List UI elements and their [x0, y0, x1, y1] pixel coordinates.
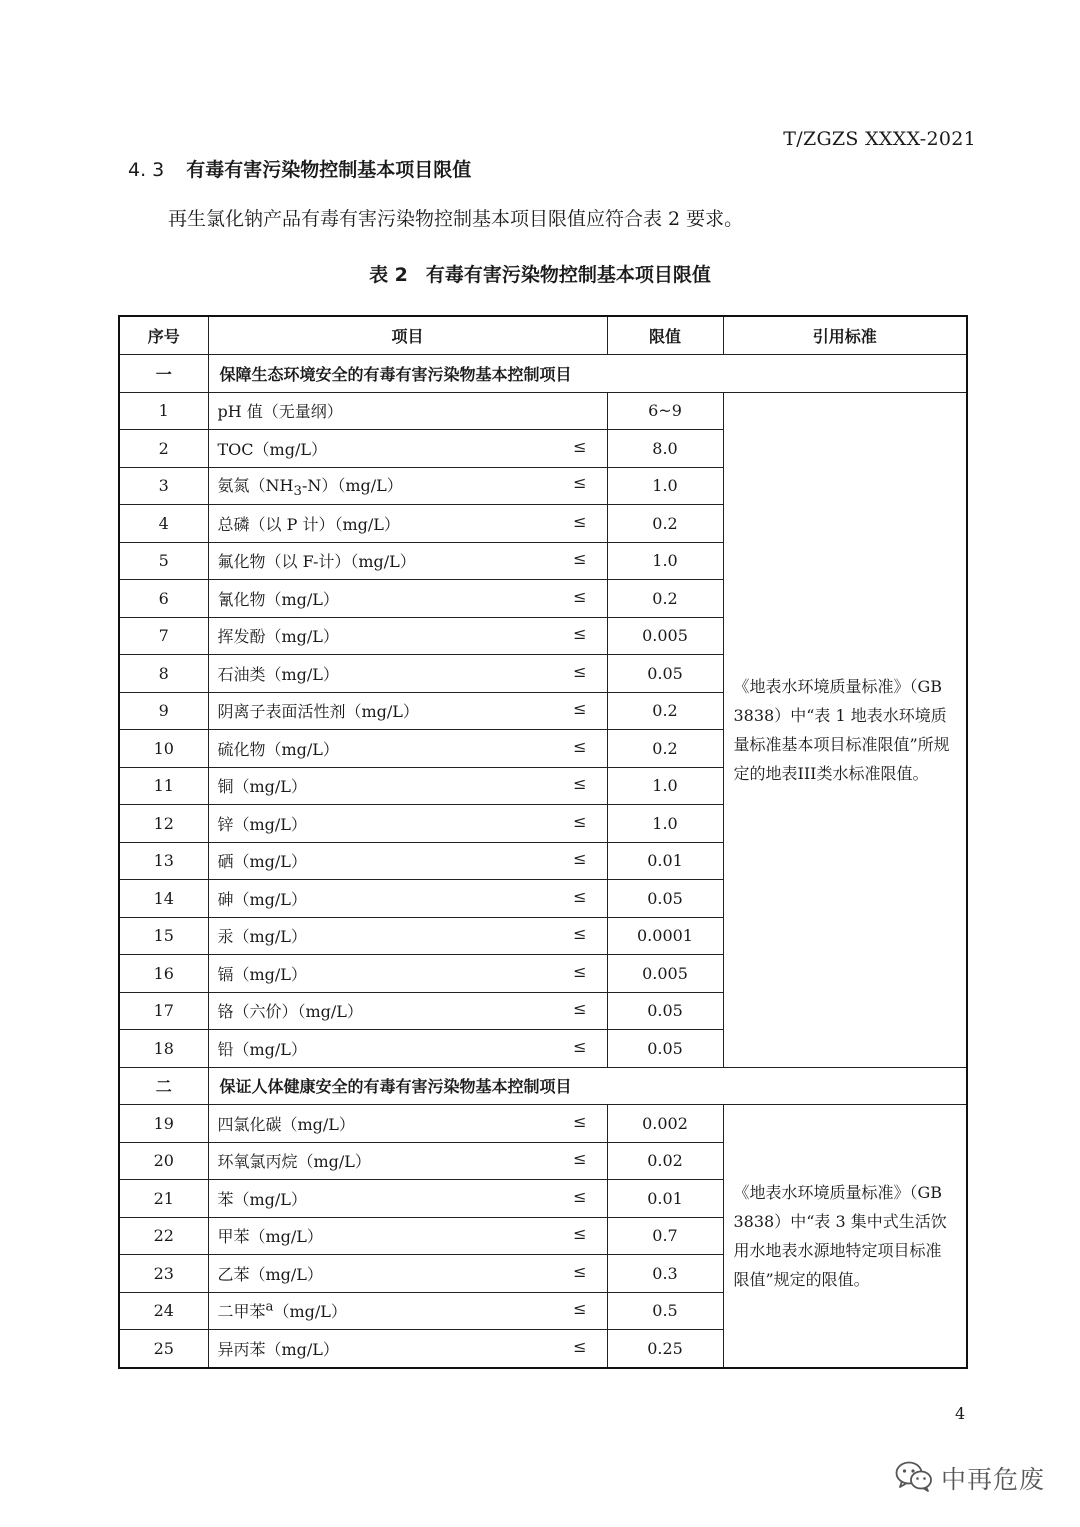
item-label: 挥发酚（mg/L）: [217, 627, 339, 647]
section-heading: [128, 155, 471, 182]
row-item: [208, 542, 607, 580]
row-number: 1: [119, 392, 208, 430]
group-row: [119, 1067, 967, 1105]
row-item: [208, 617, 607, 655]
watermark-text: 中再危废: [941, 1465, 1046, 1494]
item-label: 甲苯（mg/L）: [217, 1227, 323, 1247]
section-title: 有毒有害污染物控制基本项目限值: [186, 159, 472, 181]
row-limit: 0.2: [607, 692, 723, 730]
operator: ≤: [573, 886, 587, 906]
row-limit: 0.05: [607, 655, 723, 693]
operator: ≤: [573, 586, 587, 606]
row-number: 18: [119, 1030, 208, 1068]
row-limit: 0.2: [607, 730, 723, 768]
item-label: 四氯化碳（mg/L）: [217, 1114, 355, 1134]
row-limit: 0.01: [607, 842, 723, 880]
operator: ≤: [573, 1224, 587, 1244]
row-number: 5: [119, 542, 208, 580]
operator: ≤: [573, 1261, 587, 1281]
row-number: 3: [119, 467, 208, 505]
item-label: 环氧氯丙烷（mg/L）: [217, 1152, 371, 1172]
operator: ≤: [573, 1149, 587, 1169]
item-label-prefix: 二甲苯: [217, 1302, 266, 1322]
row-limit: 1.0: [607, 542, 723, 580]
item-label: 氰化物（mg/L）: [217, 589, 339, 609]
item-label: 镉（mg/L）: [217, 964, 307, 984]
row-limit: 1.0: [607, 767, 723, 805]
row-number: 12: [119, 805, 208, 843]
item-label: TOC（mg/L）: [217, 439, 327, 459]
row-limit: 1.0: [607, 467, 723, 505]
operator: ≤: [573, 811, 587, 831]
table-title: 有毒有害污染物控制基本项目限值: [425, 264, 711, 286]
operator: ≤: [573, 436, 587, 456]
row-limit: 0.0001: [607, 917, 723, 955]
operator: ≤: [573, 624, 587, 644]
header-limit: 限值: [607, 316, 723, 355]
row-limit: 0.05: [607, 1030, 723, 1068]
operator: ≤: [573, 961, 587, 981]
row-item: [208, 842, 607, 880]
item-label: 石油类（mg/L）: [217, 664, 339, 684]
row-number: 20: [119, 1142, 208, 1180]
item-label: 总磷（以 P 计）（mg/L）: [217, 514, 400, 534]
item-label: 苯（mg/L）: [217, 1189, 307, 1209]
row-number: 19: [119, 1105, 208, 1143]
row-limit: 0.2: [607, 580, 723, 618]
item-label: 锌（mg/L）: [217, 814, 307, 834]
row-number: 2: [119, 430, 208, 468]
item-label: 铜（mg/L）: [217, 777, 307, 797]
row-item: [208, 1255, 607, 1293]
item-label: 铬（六价）（mg/L）: [217, 1002, 363, 1022]
row-number: 14: [119, 880, 208, 918]
row-number: 25: [119, 1330, 208, 1368]
operator: ≤: [573, 736, 587, 756]
item-label-suffix: -N）（mg/L）: [301, 475, 403, 495]
row-item: [208, 505, 607, 543]
row-number: 23: [119, 1255, 208, 1293]
item-label: 汞（mg/L）: [217, 927, 307, 947]
item-label: 硒（mg/L）: [217, 852, 307, 872]
row-item: [208, 655, 607, 693]
row-number: 11: [119, 767, 208, 805]
item-label-suffix: （mg/L）: [273, 1302, 347, 1322]
item-label: [218, 1299, 347, 1322]
table-row: [119, 392, 967, 430]
row-number: 13: [119, 842, 208, 880]
row-item: [208, 1180, 607, 1218]
row-limit: 0.5: [607, 1292, 723, 1330]
operator: ≤: [573, 1111, 587, 1131]
row-limit: 6~9: [607, 392, 723, 430]
operator: ≤: [573, 549, 587, 569]
row-limit: 0.01: [607, 1180, 723, 1218]
item-label-subscript: 3: [293, 483, 302, 499]
row-number: 8: [119, 655, 208, 693]
table-number: 表 2: [369, 264, 408, 286]
row-limit: 0.3: [607, 1255, 723, 1293]
section-number: 4. 3: [128, 159, 165, 181]
row-item: [208, 1142, 607, 1180]
row-limit: 1.0: [607, 805, 723, 843]
row-limit: 8.0: [607, 430, 723, 468]
row-item: [208, 955, 607, 993]
document-code: T/ZGZS XXXX-2021: [783, 128, 976, 150]
header-item: 项目: [208, 316, 607, 355]
row-item: [208, 1330, 607, 1368]
row-item: [208, 392, 607, 430]
item-label: 异丙苯（mg/L）: [217, 1339, 339, 1359]
operator: ≤: [573, 1186, 587, 1206]
row-limit: 0.002: [607, 1105, 723, 1143]
reference-standard-1: 《地表水环境质量标准》（GB 3838）中“表 1 地表水环境质量标准基本项目标准限值”所规定的地表III类水标准限值。: [723, 392, 967, 1067]
operator: ≤: [573, 472, 587, 492]
item-label-prefix: 氨氮（NH: [217, 475, 294, 495]
row-limit: 0.005: [607, 955, 723, 993]
item-label: 氟化物（以 F-计）（mg/L）: [217, 552, 416, 572]
row-item: [208, 467, 607, 505]
row-limit: 0.7: [607, 1217, 723, 1255]
row-item: [208, 580, 607, 618]
row-number: 22: [119, 1217, 208, 1255]
group-title: 保障生态环境安全的有毒有害污染物基本控制项目: [208, 355, 967, 393]
row-number: 24: [119, 1292, 208, 1330]
group-title: 保证人体健康安全的有毒有害污染物基本控制项目: [208, 1067, 967, 1105]
row-number: 15: [119, 917, 208, 955]
row-item: [208, 1105, 607, 1143]
row-number: 16: [119, 955, 208, 993]
footnote-marker: a: [265, 1299, 274, 1315]
row-item: [208, 1030, 607, 1068]
row-item: [208, 880, 607, 918]
header-no: 序号: [119, 316, 208, 355]
row-limit: 0.25: [607, 1330, 723, 1368]
row-number: 10: [119, 730, 208, 768]
row-number: 6: [119, 580, 208, 618]
row-limit: 0.005: [607, 617, 723, 655]
operator: ≤: [573, 849, 587, 869]
row-item: [208, 767, 607, 805]
row-number: 21: [119, 1180, 208, 1218]
header-standard: 引用标准: [723, 316, 967, 355]
operator: ≤: [573, 999, 587, 1019]
operator: ≤: [573, 924, 587, 944]
row-item: [208, 917, 607, 955]
row-limit: 0.2: [607, 505, 723, 543]
wechat-icon: [895, 1460, 933, 1496]
operator: ≤: [573, 699, 587, 719]
row-limit: 0.05: [607, 992, 723, 1030]
row-item: [208, 692, 607, 730]
row-limit: 0.05: [607, 880, 723, 918]
table-row: [119, 1105, 967, 1143]
row-limit: 0.02: [607, 1142, 723, 1180]
row-item: [208, 805, 607, 843]
row-number: 17: [119, 992, 208, 1030]
group-number: 二: [119, 1067, 208, 1105]
row-number: 7: [119, 617, 208, 655]
operator: ≤: [573, 511, 587, 531]
row-number: 9: [119, 692, 208, 730]
table-caption: [0, 260, 1080, 287]
page-number: 4: [955, 1404, 966, 1423]
item-label: 砷（mg/L）: [217, 889, 307, 909]
item-label: 铅（mg/L）: [217, 1039, 307, 1059]
limits-table: [118, 315, 968, 1369]
watermark: [895, 1460, 1045, 1496]
intro-paragraph: 再生氯化钠产品有毒有害污染物控制基本项目限值应符合表 2 要求。: [168, 208, 744, 230]
operator: ≤: [573, 661, 587, 681]
group-number: 一: [119, 355, 208, 393]
item-label: pH 值（无量纲）: [217, 402, 343, 422]
item-label: 乙苯（mg/L）: [217, 1264, 323, 1284]
operator: ≤: [573, 1336, 587, 1356]
row-item: [208, 430, 607, 468]
group-row: [119, 355, 967, 393]
row-item: [208, 1292, 607, 1330]
row-item: [208, 1217, 607, 1255]
item-label: [218, 473, 403, 499]
operator: ≤: [573, 774, 587, 794]
table-header-row: [119, 316, 967, 355]
item-label: 硫化物（mg/L）: [217, 739, 339, 759]
item-label: 阴离子表面活性剂（mg/L）: [217, 702, 419, 722]
row-number: 4: [119, 505, 208, 543]
reference-standard-2: 《地表水环境质量标准》（GB 3838）中“表 3 集中式生活饮用水地表水源地特定项目标准限值”规定的限值。: [723, 1105, 967, 1368]
operator: ≤: [573, 1299, 587, 1319]
row-item: [208, 730, 607, 768]
operator: ≤: [573, 1036, 587, 1056]
row-item: [208, 992, 607, 1030]
